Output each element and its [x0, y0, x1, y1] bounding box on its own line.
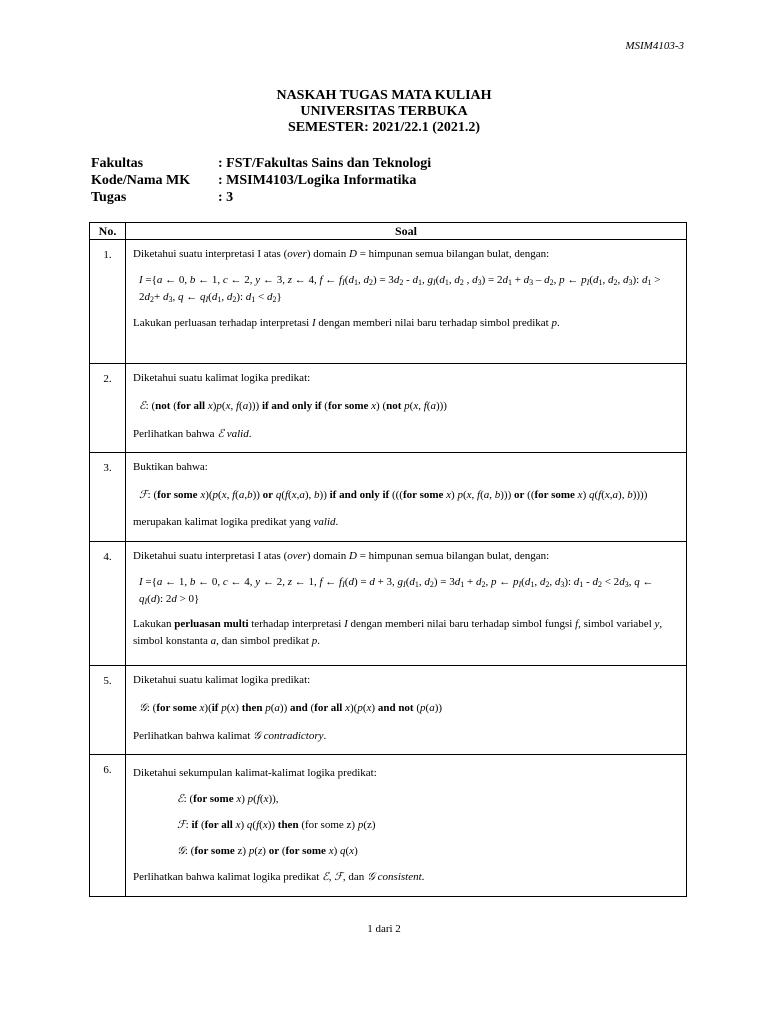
- meta-row-faculty: [91, 155, 431, 172]
- document-header: [0, 88, 768, 136]
- table-row: [90, 755, 687, 897]
- meta-value: : 3: [218, 190, 234, 205]
- questions-table: [89, 222, 687, 897]
- document-code: MSIM4103-3: [625, 40, 684, 52]
- question-text: Buktikan bahwa: ℱ: (for some x)(p(x, f(a,b)) or q(f(x,a), b)) if and only if (((for some x) p(x, f(a, b))) or ((for some x) q(f(x,a), b)))) merupakan kalimat logika predikat yang valid.: [126, 453, 687, 542]
- header-semester: SEMESTER: 2021/22.1 (2021.2): [287, 120, 481, 135]
- meta-value: : MSIM4103/Logika Informatika: [218, 173, 417, 188]
- table-header-row: [90, 223, 687, 240]
- question-number: 4.: [90, 542, 126, 666]
- table-row: [90, 666, 687, 755]
- header-university: UNIVERSITAS TERBUKA: [300, 104, 468, 119]
- question-text: Diketahui suatu interpretasi I atas (over) domain D = himpunan semua bilangan bulat, dengan: I ={a ← 1, b ← 0, c ← 4, y ← 2, z ← 1, f ← $f_I(d) = d + 3$, $g_I(d_1$, $d_2) = 3d_1 + d_2$, p ← $p_I(d_1$, $d_2$, $d_3$): $d_1 - d_2 < 2d_3$, q ← $q_I(d)$: 2d > 0} Lakukan perluasan multi terhadap interpretasi I dengan memberi nilai baru terhadap simbol fungsi f, simbol variabel y, simbol konstanta a, dan simbol predikat p.: [126, 542, 687, 666]
- question-text: Diketahui suatu interpretasi I atas (over) domain D = himpunan semua bilangan bulat, dengan: I ={a ← 0, b ← 1, c ← 2, y ← 3, z ← 4, f ← $f_I(d_1$, $d_2) = 3d_2 - d_1$, $g_I(d_1$, $d_2$ , $d_3) = 2d_1 + d_3 - d_2$, p ← $p_I(d_1$, $d_2$, $d_3$): $d_1 > 2d_2+ d_3$, q ← $q_I(d_1$, $d_2$): $d_1 < d_2$} Lakukan perluasan terhadap interpretasi I dengan memberi nilai baru terhadap simbol predikat p.: [126, 240, 687, 364]
- meta-label: Fakultas: [91, 156, 144, 171]
- question-text: Diketahui sekumpulan kalimat-kalimat logika predikat: ℰ: (for some x) p(f(x)), ℱ: if (for all x) q(f(x)) then (for some z) p(z) 𝒢: (for some z) p(z) or (for some x) q(x) Perlihatkan bahwa kalimat logika predikat ℰ, ℱ, dan 𝒢 consistent.: [126, 755, 687, 897]
- question-number: 3.: [90, 453, 126, 542]
- meta-row-course: [91, 172, 431, 189]
- meta-label: Kode/Nama MK: [91, 173, 191, 188]
- meta-label: Tugas: [91, 190, 127, 205]
- page-number: 1 dari 2: [367, 923, 401, 935]
- table-row: [90, 364, 687, 453]
- question-number: 2.: [90, 364, 126, 453]
- column-header-no: No.: [90, 223, 126, 240]
- column-header-soal: Soal: [126, 223, 687, 240]
- question-number: 1.: [90, 240, 126, 364]
- header-title: NASKAH TUGAS MATA KULIAH: [276, 88, 492, 103]
- question-text: Diketahui suatu kalimat logika predikat: ℰ: (not (for all x)p(x, f(a))) if and only if (for some x) (not p(x, f(a))) Perlihatkan bahwa ℰ valid.: [126, 364, 687, 453]
- course-info: [91, 155, 431, 206]
- question-number: 5.: [90, 666, 126, 755]
- table-row: [90, 240, 687, 364]
- meta-value: : FST/Fakultas Sains dan Teknologi: [218, 156, 432, 171]
- table-row: [90, 453, 687, 542]
- meta-row-assignment: [91, 189, 431, 206]
- table-row: [90, 542, 687, 666]
- question-number: 6.: [90, 755, 126, 897]
- question-text: Diketahui suatu kalimat logika predikat: 𝒢: (for some x)(if p(x) then p(a)) and (for all x)(p(x) and not (p(a)) Perlihatkan bahwa kalimat 𝒢 contradictory.: [126, 666, 687, 755]
